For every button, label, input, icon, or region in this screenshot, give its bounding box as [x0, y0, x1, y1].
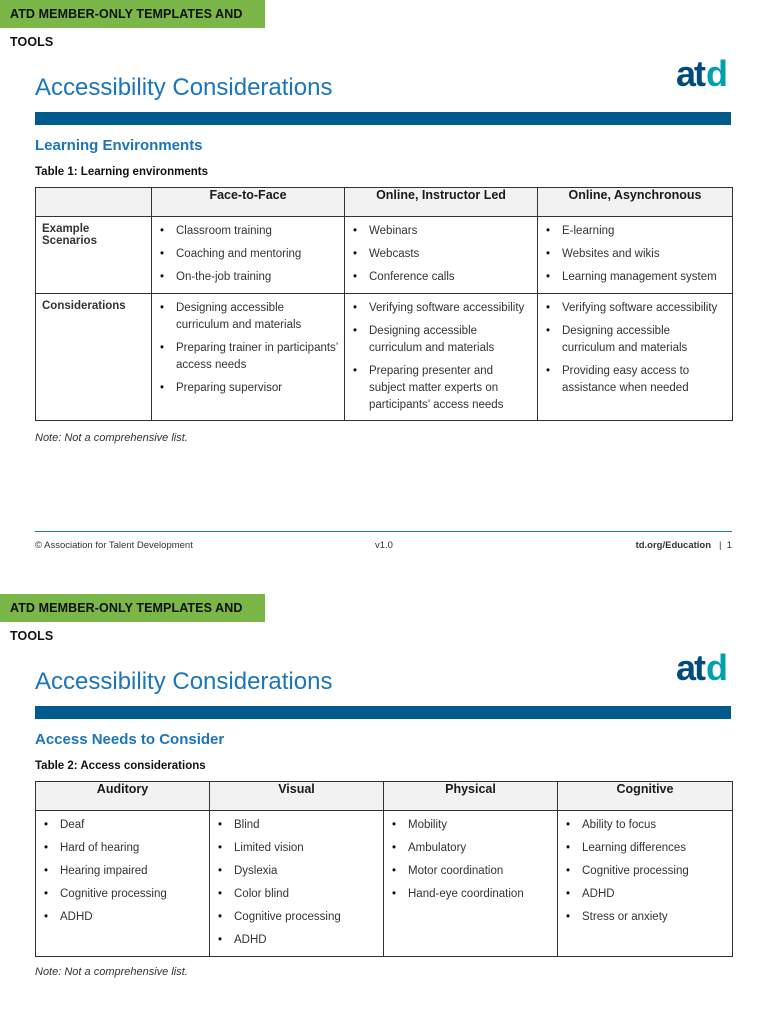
page-2: [0, 594, 768, 1024]
list-item: • Learning management system: [544, 269, 726, 286]
footer-copyright: © Association for Talent Development: [35, 540, 193, 551]
list-item: • Preparing trainer in participants’ access needs: [158, 340, 338, 374]
header-face-to-face: Face-to-Face: [152, 188, 345, 217]
svg-text:d: d: [706, 647, 726, 686]
table-cell: [558, 811, 733, 957]
svg-text:d: d: [706, 53, 726, 92]
table-row: [36, 811, 733, 957]
table-header-row: [36, 188, 733, 217]
row-label: Considerations: [36, 294, 152, 421]
table-cell: [210, 811, 384, 957]
table-cell: [538, 217, 733, 294]
list-item: • Hand-eye coordination: [390, 886, 551, 903]
page-number: 1: [726, 540, 732, 551]
table-caption: Table 1: Learning environments: [35, 166, 208, 178]
footer-site-link[interactable]: td.org/Education: [635, 540, 712, 551]
list-item: • Learning differences: [564, 840, 726, 857]
header-physical: Physical: [384, 782, 558, 811]
list-item: • Ambulatory: [390, 840, 551, 857]
list-item: • Hard of hearing: [42, 840, 203, 857]
table-cell: [152, 217, 345, 294]
list-item: • Designing accessible curriculum and materials: [351, 323, 531, 357]
list-item: • Color blind: [216, 886, 377, 903]
table-cell: [345, 217, 538, 294]
svg-text:at: at: [676, 53, 705, 92]
list-item: • Dyslexia: [216, 863, 377, 880]
table-row: [36, 294, 733, 421]
list-item: • Preparing supervisor: [158, 380, 338, 397]
header-cognitive: Cognitive: [558, 782, 733, 811]
member-banner: ATD MEMBER-ONLY TEMPLATES AND TOOLS: [0, 0, 265, 28]
table-cell: [538, 294, 733, 421]
section-heading: Learning Environments: [35, 137, 203, 154]
table-header-row: [36, 782, 733, 811]
list-item: • Designing accessible curriculum and materials: [158, 300, 338, 334]
list-item: • Hearing impaired: [42, 863, 203, 880]
list-item: • Cognitive processing: [216, 909, 377, 926]
table-cell: [345, 294, 538, 421]
list-item: • E-learning: [544, 223, 726, 240]
list-item: • Providing easy access to assistance when needed: [544, 363, 726, 397]
list-item: • Cognitive processing: [42, 886, 203, 903]
member-banner: ATD MEMBER-ONLY TEMPLATES AND TOOLS: [0, 594, 265, 622]
header-online-asynchronous: Online, Asynchronous: [538, 188, 733, 217]
title-rule: [35, 112, 731, 125]
header-auditory: Auditory: [36, 782, 210, 811]
list-item: • Limited vision: [216, 840, 377, 857]
list-item: • Verifying software accessibility: [351, 300, 531, 317]
row-label: Example Scenarios: [36, 217, 152, 294]
atd-logo: [676, 50, 732, 92]
list-item: • Conference calls: [351, 269, 531, 286]
table-cell: [384, 811, 558, 957]
list-item: • ADHD: [564, 886, 726, 903]
table-cell: [36, 811, 210, 957]
header-online-instructor-led: Online, Instructor Led: [345, 188, 538, 217]
page-title: Accessibility Considerations: [35, 74, 333, 101]
list-item: • Blind: [216, 817, 377, 834]
title-rule: [35, 706, 731, 719]
table-row: [36, 217, 733, 294]
header-blank: [36, 188, 152, 217]
list-item: • Verifying software accessibility: [544, 300, 726, 317]
list-item: • Ability to focus: [564, 817, 726, 834]
list-item: • Webcasts: [351, 246, 531, 263]
list-item: • Preparing presenter and subject matter experts on participants’ access needs: [351, 363, 531, 414]
list-item: • Coaching and mentoring: [158, 246, 338, 263]
table-note: Note: Not a comprehensive list.: [35, 966, 188, 978]
list-item: • Webinars: [351, 223, 531, 240]
list-item: • Motor coordination: [390, 863, 551, 880]
table-note: Note: Not a comprehensive list.: [35, 432, 188, 444]
svg-text:at: at: [676, 647, 705, 686]
list-item: • Mobility: [390, 817, 551, 834]
list-item: • On-the-job training: [158, 269, 338, 286]
list-item: • ADHD: [42, 909, 203, 926]
footer-version: v1.0: [375, 540, 393, 551]
table-caption: Table 2: Access considerations: [35, 760, 206, 772]
atd-logo: [676, 644, 732, 686]
learning-environments-table: [35, 187, 733, 421]
header-visual: Visual: [210, 782, 384, 811]
list-item: • Cognitive processing: [564, 863, 726, 880]
table-cell: [152, 294, 345, 421]
list-item: • Websites and wikis: [544, 246, 726, 263]
footer-rule: [35, 531, 732, 532]
footer-separator: |: [718, 540, 722, 551]
list-item: • Designing accessible curriculum and materials: [544, 323, 726, 357]
list-item: • Classroom training: [158, 223, 338, 240]
footer-site: [636, 540, 732, 551]
list-item: • ADHD: [216, 932, 377, 949]
access-considerations-table: [35, 781, 733, 957]
list-item: • Deaf: [42, 817, 203, 834]
section-heading: Access Needs to Consider: [35, 731, 225, 748]
page-title: Accessibility Considerations: [35, 668, 333, 695]
list-item: • Stress or anxiety: [564, 909, 726, 926]
